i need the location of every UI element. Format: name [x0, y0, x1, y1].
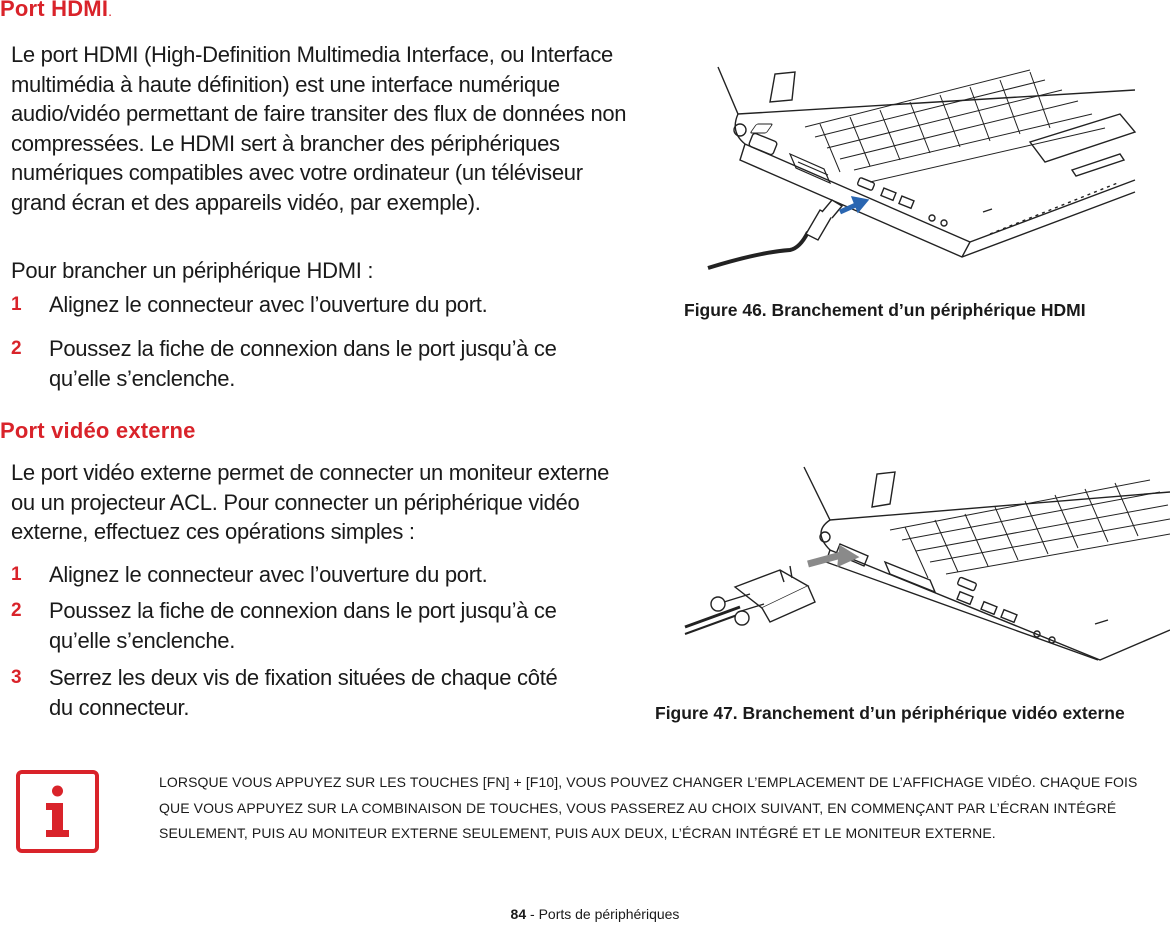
step-text: Serrez les deux vis de fixation situées de chaque côté du connecteur.	[49, 665, 558, 720]
step-text: Alignez le connecteur avec l’ouverture du port.	[49, 562, 488, 587]
hdmi-intro: Le port HDMI (High-Definition Multimedia Interface, ou Interface multimédia à haute définition) est une interface numérique audio/vidéo permettant de faire transiter des flux de données non compressées. Le HDMI sert à brancher des périphériques numériques compatibles avec votre ordinateur (un téléviseur grand écran et des appareils vidéo, par exemple).	[11, 42, 627, 215]
page-number: 84	[510, 906, 527, 922]
hdmi-heading: Port HDMI.	[0, 0, 113, 21]
video-intro: Le port vidéo externe permet de connecter un moniteur externe ou un projecteur ACL. Pour connecter un périphérique vidéo externe, effectuez ces opérations simples :	[11, 460, 610, 544]
step-number: 1	[11, 294, 22, 315]
note-text: LORSQUE VOUS APPUYEZ SUR LES TOUCHES [FN] + [F10], VOUS POUVEZ CHANGER L’EMPLACEMENT DE L’AFFICHAGE VIDÉO. CHAQUE FOIS QUE VOUS APPUYEZ SUR LA COMBINAISON DE TOUCHES, VOUS PASSEREZ AU CHOIX SUIVANT, EN COMMENÇANT PAR L’ÉCRAN INTÉGRÉ SEULEMENT, PUIS AU MONITEUR EXTERNE SEULEMENT, PUIS AUX DEUX, L’ÉCRAN INTÉGRÉ ET LE MONITEUR EXTERNE.	[159, 774, 1138, 841]
footer-section: - Ports de périphériques	[526, 906, 680, 922]
step-number: 1	[11, 564, 22, 585]
step-number: 2	[11, 600, 22, 621]
figure-47-caption: Figure 47. Branchement d’un périphérique vidéo externe	[655, 703, 1125, 723]
figure-46-caption: Figure 46. Branchement d’un périphérique HDMI	[684, 300, 1086, 320]
step-text: Poussez la fiche de connexion dans le port jusqu’à ce qu’elle s’enclenche.	[49, 598, 557, 653]
info-glyph-icon	[20, 774, 95, 849]
video-laptop-illustration	[680, 462, 1170, 662]
info-icon	[16, 770, 99, 853]
video-heading: Port vidéo externe	[0, 418, 196, 443]
hdmi-laptop-illustration	[700, 62, 1140, 282]
step-number: 3	[11, 667, 22, 688]
step-text: Poussez la fiche de connexion dans le port jusqu’à ce qu’elle s’enclenche.	[49, 336, 557, 391]
step-number: 2	[11, 338, 22, 359]
step-text: Alignez le connecteur avec l’ouverture du port.	[49, 292, 488, 317]
hdmi-lead: Pour brancher un périphérique HDMI :	[11, 258, 374, 283]
page-footer	[0, 906, 1171, 922]
